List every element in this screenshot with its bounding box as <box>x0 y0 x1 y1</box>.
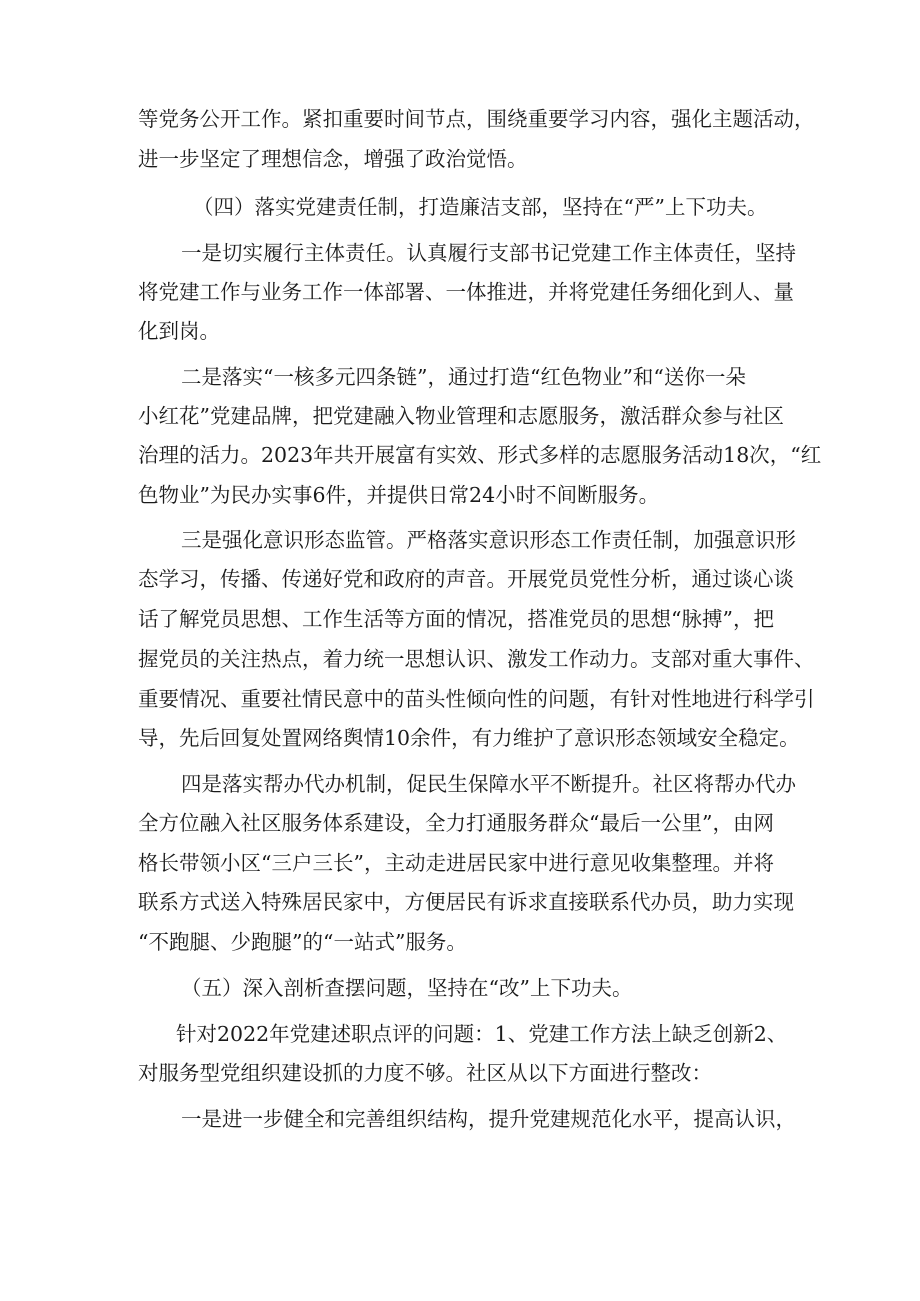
text-line: 四是落实帮办代办机制，促民生保障水平不断提升。社区将帮办代办 <box>181 772 796 796</box>
text-line: “不跑腿、少跑腿”的“一站式”服务。 <box>138 930 467 954</box>
text-line: 一是切实履行主体责任。认真履行支部书记党建工作主体责任，坚持 <box>181 241 796 265</box>
text-line: 态学习，传播、传递好党和政府的声音。开展党员党性分析，通过谈心谈 <box>138 567 794 591</box>
text-line: 全方位融入社区服务体系建设，全力打通服务群众“最后一公里”，由网 <box>138 811 774 835</box>
text-line: 色物业”为民办实事6件，并提供日常24小时不间断服务。 <box>138 483 660 507</box>
text-line: 等党务公开工作。紧扣重要时间节点，围绕重要学习内容，强化主题活动， <box>138 107 815 131</box>
text-line: 将党建工作与业务工作一体部署、一体推进，并将党建任务细化到人、量 <box>138 280 794 304</box>
text-line: 进一步坚定了理想信念，增强了政治觉悟。 <box>138 147 528 171</box>
text-line: 二是落实“一核多元四条链”，通过打造“红色物业”和“送你一朵 <box>181 365 746 389</box>
section-heading: （五）深入剖析查摆问题，坚持在“改”上下功夫。 <box>181 976 633 1000</box>
text-line: 重要情况、重要社情民意中的苗头性倾向性的问题，有针对性地进行科学引 <box>138 687 815 711</box>
text-line: 握党员的关注热点，着力统一思想认识、激发工作动力。支部对重大事件、 <box>138 647 815 671</box>
text-line: 治理的活力。2023年共开展富有实效、形式多样的志愿服务活动18次，“红 <box>138 443 822 467</box>
text-line: 话了解党员思想、工作生活等方面的情况，搭准党员的思想“脉搏”，把 <box>138 607 774 631</box>
text-line: 对服务型党组织建设抓的力度不够。社区从以下方面进行整改： <box>138 1061 712 1085</box>
text-line: 格长带领小区“三户三长”，主动走进居民家中进行意见收集整理。并将 <box>138 851 774 875</box>
text-line: 一是进一步健全和完善组织结构，提升党建规范化水平，提高认识， <box>181 1107 796 1131</box>
section-heading: （四）落实党建责任制，打造廉洁支部，坚持在“严”上下功夫。 <box>193 195 768 219</box>
text-line: 针对2022年党建述职点评的问题：1、党建工作方法上缺乏创新2、 <box>176 1022 788 1046</box>
text-line: 化到岗。 <box>138 319 220 343</box>
text-line: 导，先后回复处置网络舆情10余件，有力维护了意识形态领域安全稳定。 <box>138 726 800 750</box>
text-line: 联系方式送入特殊居民家中，方便居民有诉求直接联系代办员，助力实现 <box>138 890 794 914</box>
text-line: 小红花”党建品牌，把党建融入物业管理和志愿服务，激活群众参与社区 <box>138 404 784 428</box>
text-line: 三是强化意识形态监管。严格落实意识形态工作责任制，加强意识形 <box>181 528 796 552</box>
